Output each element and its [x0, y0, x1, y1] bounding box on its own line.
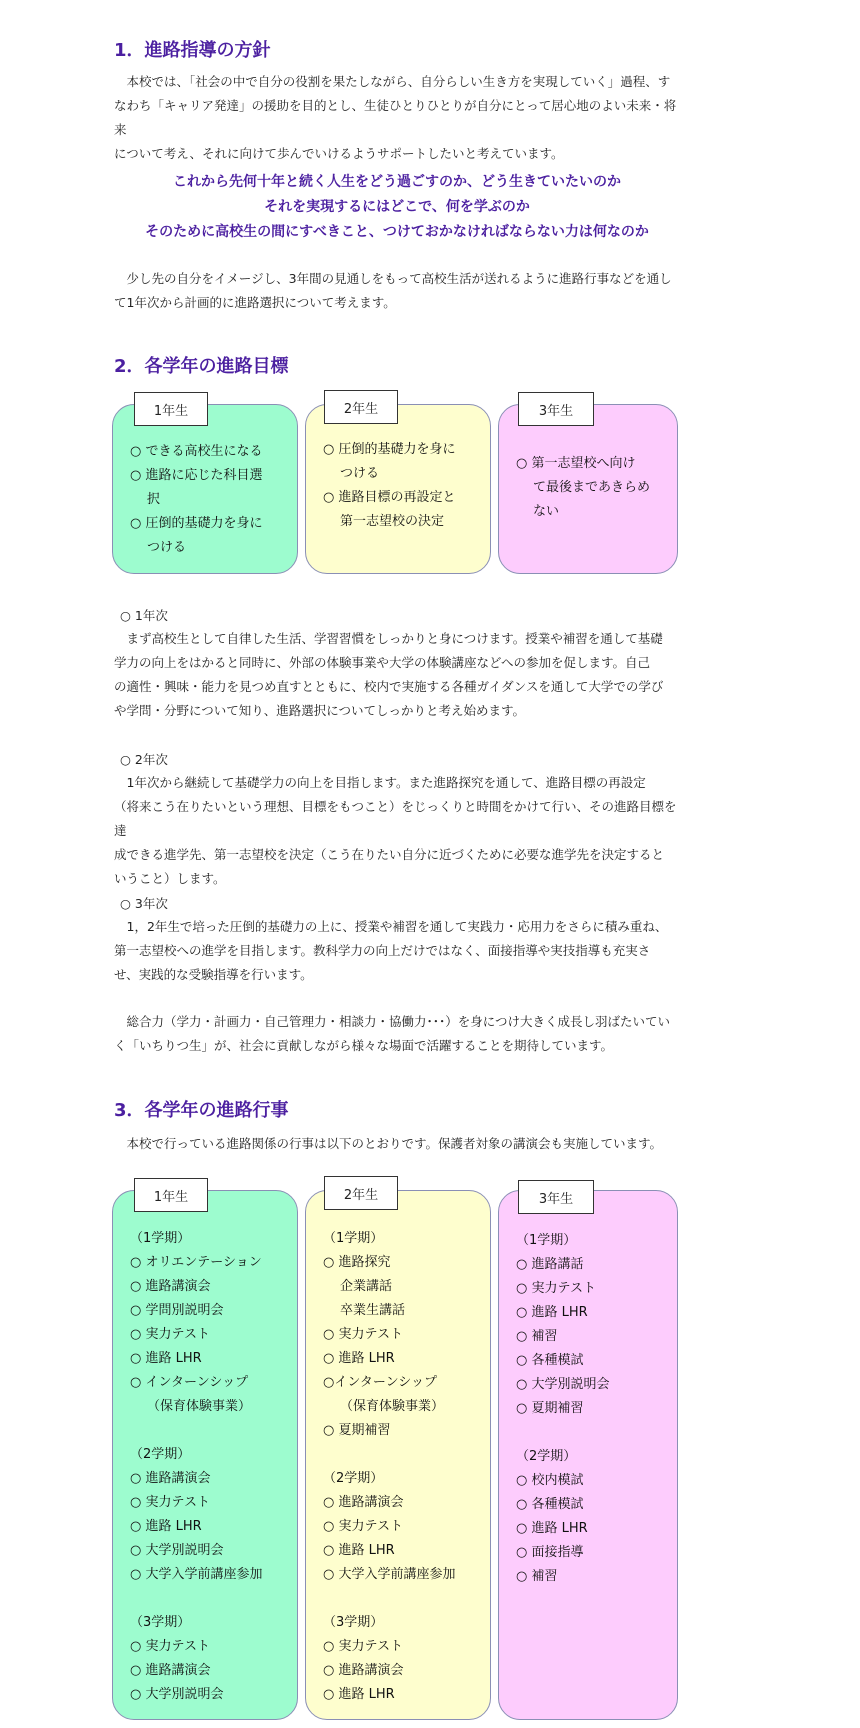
guiding-questions: これから先何十年と続く人生をどう過ごすのか、どう生きていたいのか それを実現するにはどこで、何を学ぶのか そのために高校生の間にすべきこと、つけておかなければならない力は何なのか — [145, 174, 649, 240]
section2-heading: 2．各学年の進路目標 — [114, 356, 289, 377]
events-list-year1: （1学期） ○ オリエンテーション ○ 進路講演会 ○ 学問別説明会 ○ 実力テスト ○ 進路 LHR ○ インターンシップ （保育体験事業） （2学期） ○ 進路講演会 ○ 実力テスト ○ 進路 LHR ○ 大学別説明会 ○ 大学入学前講座参加 （3学期） ○ 実力テスト ○ 進路講演会 ○ 大学別説明会 — [130, 1231, 263, 1702]
goal-tag-year1: 1年生 — [134, 392, 208, 426]
year2-title: ○ 2年次 — [120, 752, 168, 767]
year3-title: ○ 3年次 — [120, 896, 168, 911]
year1-title: ○ 1年次 — [120, 608, 168, 623]
goal-tag-year2: 2年生 — [324, 390, 398, 424]
section3-intro: 本校で行っている進路関係の行事は以下のとおりです。保護者対象の講演会も実施しています。 — [126, 1136, 663, 1151]
section1-intro: 本校では、「社会の中で自分の役割を果たしながら、自分らしい生き方を実現していく」過程、す なわち「キャリア発達」の援助を目的とし、生徒ひとりひとりが自分にとって居心地のよい未来・将来 について考え、それに向けて歩んでいけるようサポートしたいと考えています。 — [114, 74, 677, 161]
events-list-year3: （1学期） ○ 進路講話 ○ 実力テスト ○ 進路 LHR ○ 補習 ○ 各種模試 ○ 大学別説明会 ○ 夏期補習 （2学期） ○ 校内模試 ○ 各種模試 ○ 進路 LHR ○ 面接指導 ○ 補習 — [516, 1233, 610, 1584]
goal-list-year1: ○ できる高校生になる ○ 進路に応じた科目選 択 ○ 圧倒的基礎力を身に つける — [130, 444, 263, 555]
goal-tag-year3: 3年生 — [518, 392, 594, 426]
goal-list-year3: ○ 第一志望校へ向け て最後まであきらめ ない — [516, 456, 651, 519]
events-tag-year3: 3年生 — [518, 1180, 594, 1214]
section1-heading: 1．進路指導の方針 — [114, 40, 271, 61]
events-list-year2: （1学期） ○ 進路探究 企業講話 卒業生講話 ○ 実力テスト ○ 進路 LHR ○インターンシップ （保育体験事業） ○ 夏期補習 （2学期） ○ 進路講演会 ○ 実力テスト ○ 進路 LHR ○ 大学入学前講座参加 （3学期） ○ 実力テスト ○ 進路講演会 ○ 進路 LHR — [323, 1231, 456, 1702]
section3-heading: 3．各学年の進路行事 — [114, 1100, 289, 1121]
year3-description: 1，2年生で培った圧倒的基礎力の上に、授業や補習を通して実践力・応用力をさらに積み重ね、 第一志望校への進学を目指します。教科学力の向上だけではなく、面接指導や実技指導も充実さ せ、実践的な受験指導を行います。 — [114, 919, 668, 982]
section1-closing: 少し先の自分をイメージし、3年間の見通しをもって高校生活が送れるように進路行事などを通し て1年次から計画的に進路選択について考えます。 — [114, 271, 672, 310]
year1-description: まず高校生として自律した生活、学習習慣をしっかりと身につけます。授業や補習を通して基礎 学力の向上をはかると同時に、外部の体験事業や大学の体験講座などへの参加を促します。自己 の適性・興味・能力を見つめ直すとともに、校内で実施する各種ガイダンスを通して大学での学び や学問・分野について知り、進路選択についてしっかりと考え始めます。 — [114, 631, 664, 718]
summary-paragraph: 総合力（学力・計画力・自己管理力・相談力・協働力･･･）を身につけ大きく成長し羽ばたいてい く「いちりつ生」が、社会に貢献しながら様々な場面で活躍することを期待しています。 — [114, 1014, 671, 1053]
goal-list-year2: ○ 圧倒的基礎力を身に つける ○ 進路目標の再設定と 第一志望校の決定 — [323, 442, 456, 529]
events-tag-year1: 1年生 — [134, 1178, 208, 1212]
year2-description: 1年次から継続して基礎学力の向上を目指します。また進路探究を通して、進路目標の再設定 （将来こう在りたいという理想、目標をもつこと）をじっくりと時間をかけて行い、その進路目標を達 成できる進学先、第一志望校を決定（こう在りたい自分に近づくために必要な進学先を決定すると いうこと）します。 — [114, 775, 677, 886]
events-tag-year2: 2年生 — [324, 1176, 398, 1210]
